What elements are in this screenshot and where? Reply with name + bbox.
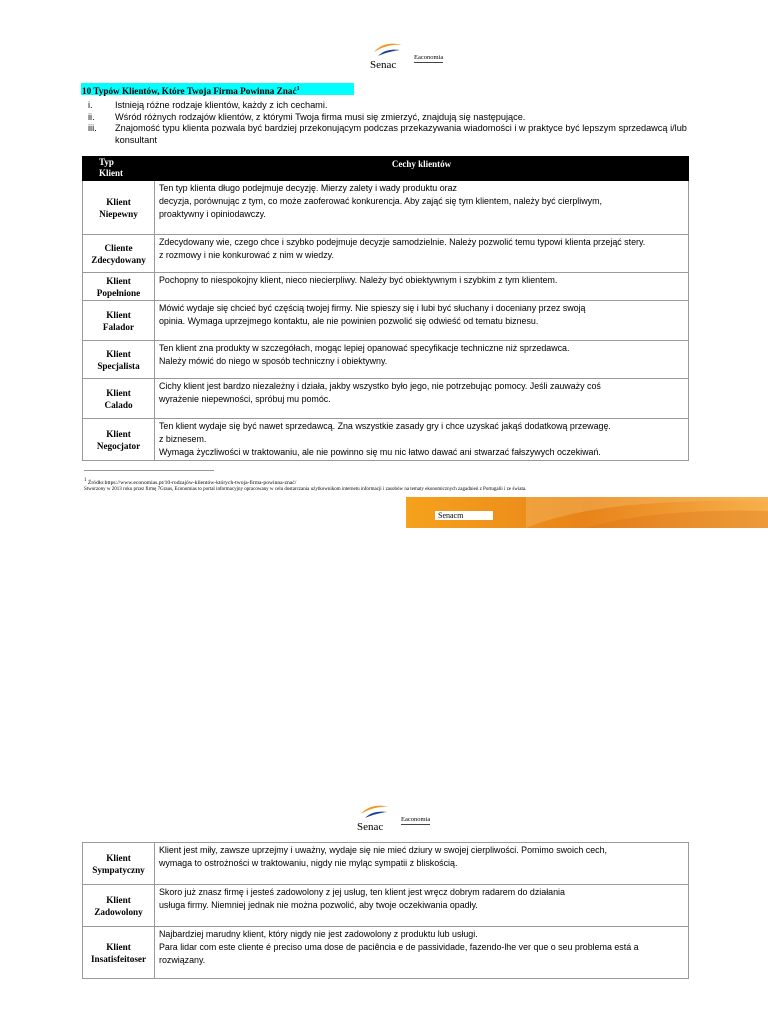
header-type: Typ Klient	[83, 157, 155, 181]
client-type-name: Klient Calado	[83, 379, 155, 419]
table-row	[83, 273, 689, 301]
client-type-description: Klient jest miły, zawsze uprzejmy i uważny, wydaje się nie mieć dziury w swojej cierpliwości. Pomimo swoich cech, wymaga to ostrożności w traktowaniu, nigdy nie myląc sympatii z bliskością.	[155, 843, 689, 885]
partner-logo-text: Eaconomia	[401, 816, 431, 823]
client-type-description: Ten klient wydaje się być nawet sprzedawcą. Zna wszystkie zasady gry i chce uzyskać jakąś dodatkową przewagę. z biznesem. Wymaga życzliwości w traktowaniu, ale nie powinno się mu nic łatwo dawać ani stwarzać fałszywych oczekiwań.	[155, 419, 689, 461]
senac-logo-page2	[357, 802, 447, 836]
senac-swoosh-icon	[357, 802, 391, 822]
client-type-description: Cichy klient jest bardzo niezależny i działa, jakby wszystko było jego, nie potrzebując pomocy. Jeśli zauważy coś wyrażenie niepewności, spróbuj mu pomóc.	[155, 379, 689, 419]
banner-brand-label: Senacm	[435, 511, 493, 520]
client-type-name: Klient Insatisfeitoser	[83, 927, 155, 979]
table-row	[83, 885, 689, 927]
partner-logo-text: Eaconomia	[414, 54, 444, 61]
client-type-name: Klient Niepewny	[83, 181, 155, 235]
client-types-table-continued	[82, 842, 689, 979]
brand-name: Senac	[370, 59, 397, 71]
client-type-description: Pochopny to niespokojny klient, nieco niecierpliwy. Należy być obiektywnym i szybkim z tym klientem.	[155, 273, 689, 301]
intro-list	[88, 100, 728, 146]
client-type-name: Cliente Zdecydowany	[83, 235, 155, 273]
footnote-source: $^1$ Źródło:https://www.economias.pt/10-rodzajów-klientów-których-twoja-firma-powinna-znać/	[84, 478, 297, 486]
senac-logo	[370, 40, 460, 74]
footnote-note: Stworzony w 2013 roku przez firmę 7Graus, Economias to portal informacyjny opracowany w celu dostarczania użytkownikom internetu informacji i zasobów na tematy ekonomicznych zagadnień z Portugalii i ze świata.	[84, 487, 527, 492]
table-row	[83, 301, 689, 341]
client-type-name: Klient Negocjator	[83, 419, 155, 461]
client-type-name: Klient Popełnione	[83, 273, 155, 301]
client-type-description: Mówić wydaje się chcieć być częścią twojej firmy. Nie spieszy się i lubi być słuchany i doceniany przez swoją opinia. Wymaga uprzejmego kontaktu, ale nie powinien pozwolić się odwieść od tematu biznesu.	[155, 301, 689, 341]
table-row	[83, 181, 689, 235]
table-header-row	[83, 157, 689, 181]
table-row	[83, 341, 689, 379]
client-type-name: Klient Zadowolony	[83, 885, 155, 927]
client-type-name: Klient Specjalista	[83, 341, 155, 379]
client-type-description: Ten typ klienta długo podejmuje decyzję. Mierzy zalety i wady produktu oraz decyzja, porównując z tym, co może zaoferować konkurencja. Aby zająć się tym klientem, należy być cierpliwym, proaktywny i opiniodawczy.	[155, 181, 689, 235]
header-features: Cechy klientów	[155, 157, 689, 181]
client-type-description: Najbardziej marudny klient, który nigdy nie jest zadowolony z produktu lub usługi. Para lidar com este cliente é preciso uma dose de paciência e de passividade, fazendo-lhe ver que o seu problema está a rozwiązany.	[155, 927, 689, 979]
table-row	[83, 379, 689, 419]
list-item: iii. Znajomość typu klienta pozwala być bardziej przekonującym podczas przekazywania wiadomości i w praktyce być lepszym sprzedawcą i/lub konsultant	[88, 123, 687, 145]
senac-swoosh-icon	[370, 40, 404, 60]
table-row	[83, 843, 689, 885]
document-title: 10 Typów Klientów, Które Twoja Firma Powinna Znać$^1$	[81, 83, 354, 95]
client-type-description: Ten klient zna produkty w szczegółach, mogąc lepiej opanować specyfikacje techniczne niż sprzedawca. Należy mówić do niego w sposób techniczny i obiektywny.	[155, 341, 689, 379]
list-item: ii. Wśród różnych rodzajów klientów, z którymi Twoja firma musi się zmierzyć, znajdują się następujące.	[88, 111, 526, 122]
list-item: i. Istnieją różne rodzaje klientów, każdy z ich cechami.	[88, 100, 328, 110]
client-type-description: Skoro już znasz firmę i jesteś zadowolony z jej usług, ten klient jest wręcz dobrym radarem do działania usługa firmy. Niemniej jednak nie można pozwolić, aby twoje oczekiwania opadły.	[155, 885, 689, 927]
table-row	[83, 235, 689, 273]
client-types-table	[82, 156, 689, 461]
client-type-name: Klient Falador	[83, 301, 155, 341]
table-row	[83, 419, 689, 461]
client-type-description: Zdecydowany wie, czego chce i szybko podejmuje decyzje samodzielnie. Należy pozwolić temu typowi klienta przejąć stery. z rozmowy i nie konkurować z nim w wiedzy.	[155, 235, 689, 273]
brand-name: Senac	[357, 821, 384, 833]
client-type-name: Klient Sympatyczny	[83, 843, 155, 885]
table-row	[83, 927, 689, 979]
footnote-divider	[84, 470, 214, 471]
